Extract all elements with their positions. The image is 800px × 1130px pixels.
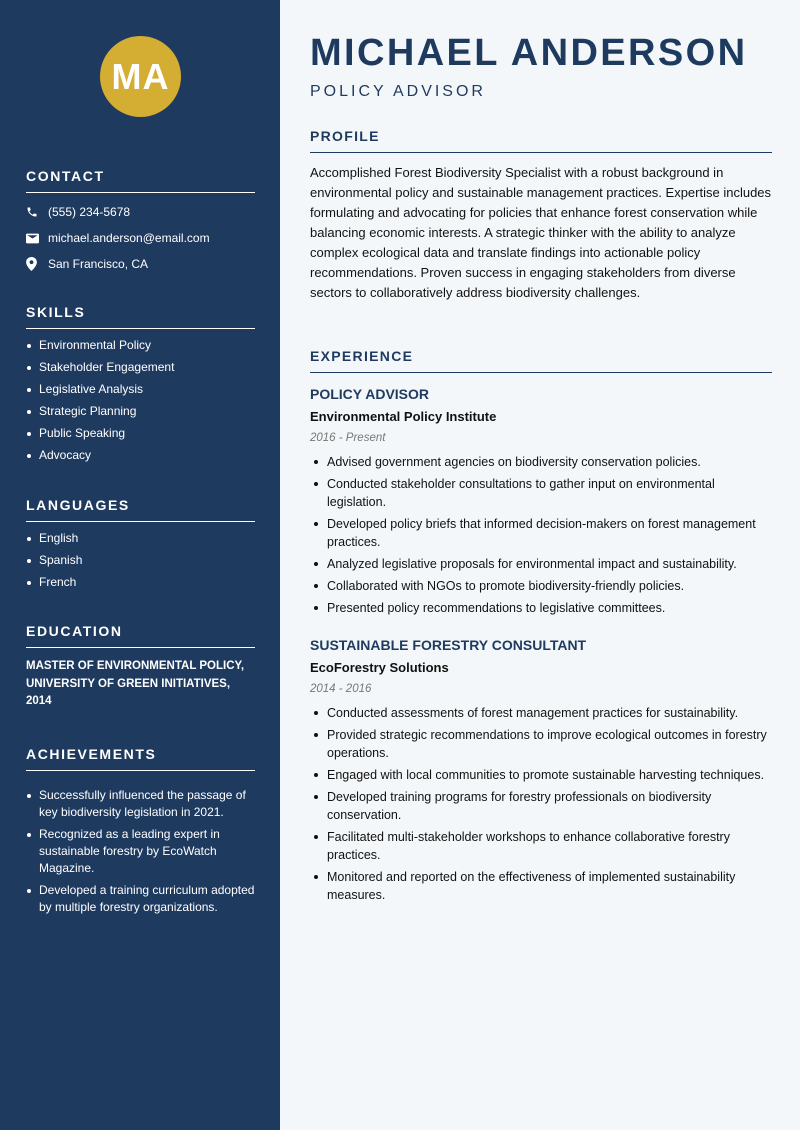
achievement-item: Developed a training curriculum adopted by multiple forestry organizations. [26,882,255,916]
job-bullet: Provided strategic recommendations to improve ecological outcomes in forestry operations. [310,726,772,762]
contact-section [26,168,255,277]
job-bullet: Conducted stakeholder consultations to gather input on environmental legislation. [310,475,772,511]
skills-list [26,337,255,464]
job-bullet: Conducted assessments of forest management practices for sustainability. [310,704,772,722]
job-bullet: Advised government agencies on biodiversity conservation policies. [310,453,772,471]
achievement-item: Recognized as a leading expert in sustainable forestry by EcoWatch Magazine. [26,826,255,877]
skill-item: Legislative Analysis [26,381,255,398]
job-entry [310,386,772,621]
contact-phone [26,199,255,225]
languages-section [26,497,255,596]
languages-heading: LANGUAGES [26,497,255,522]
candidate-title: POLICY ADVISOR [310,83,486,100]
skill-item: Public Speaking [26,425,255,442]
job-title: SUSTAINABLE FORESTRY CONSULTANT [310,637,587,653]
job-bullet: Collaborated with NGOs to promote biodiversity-friendly policies. [310,577,772,595]
phone-icon [26,206,48,218]
language-item: Spanish [26,552,255,569]
contact-email [26,225,255,251]
experience-heading: EXPERIENCE [310,348,772,373]
job-dates: 2014 - 2016 [310,683,372,695]
job-entry [310,637,772,908]
job-bullet: Developed training programs for forestry professionals on biodiversity conservation. [310,788,772,824]
sidebar [0,0,280,1130]
education-section [26,623,255,711]
avatar-initials: MA [111,55,170,97]
location-pin-icon [26,257,48,271]
job-bullet: Developed policy briefs that informed decision-makers on forest management practices. [310,515,772,551]
skills-heading: SKILLS [26,304,255,329]
education-heading: EDUCATION [26,623,255,648]
job-bullets [310,453,772,617]
education-text: MASTER OF ENVIRONMENTAL POLICY, UNIVERSITY OF GREEN INITIATIVES, 2014 [26,660,245,707]
job-bullet: Facilitated multi-stakeholder workshops to enhance collaborative forestry practices. [310,828,772,864]
achievements-section [26,746,255,921]
job-bullets [310,704,772,904]
location-text: San Francisco, CA [48,257,149,271]
achievement-item: Successfully influenced the passage of key biodiversity legislation in 2021. [26,787,255,821]
skills-section [26,304,255,469]
language-item: French [26,574,255,591]
achievements-list [26,787,255,916]
phone-text: (555) 234-5678 [48,205,131,219]
avatar [100,36,181,117]
skill-item: Strategic Planning [26,403,255,420]
mail-icon [26,233,48,244]
job-company: Environmental Policy Institute [310,409,497,424]
candidate-name: MICHAEL ANDERSON [310,32,748,74]
profile-heading: PROFILE [310,128,772,153]
contact-location [26,251,255,277]
languages-list [26,530,255,591]
skill-item: Advocacy [26,447,255,464]
job-bullet: Presented policy recommendations to legislative committees. [310,599,772,617]
job-bullet: Monitored and reported on the effectiveness of implemented sustainability measures. [310,868,772,904]
profile-text: Accomplished Forest Biodiversity Specialist with a robust background in environmental policy and sustainable management practices. Expertise includes formulating and advocating for policies that enhance forest conservation while balancing economic interests. A strategic thinker with the ability to analyze complex ecological data and translate findings into actionable policy recommendations. Proven success in engaging stakeholders from diverse sectors to collaboratively address biodiversity challenges. [310,165,772,300]
job-bullet: Engaged with local communities to promote sustainable harvesting techniques. [310,766,772,784]
skill-item: Environmental Policy [26,337,255,354]
language-item: English [26,530,255,547]
job-dates: 2016 - Present [310,432,386,444]
job-bullet: Analyzed legislative proposals for environmental impact and sustainability. [310,555,772,573]
job-company: EcoForestry Solutions [310,660,449,675]
contact-heading: CONTACT [26,168,255,193]
email-text: michael.anderson@email.com [48,231,210,245]
achievements-heading: ACHIEVEMENTS [26,746,255,771]
job-title: POLICY ADVISOR [310,386,430,402]
skill-item: Stakeholder Engagement [26,359,255,376]
